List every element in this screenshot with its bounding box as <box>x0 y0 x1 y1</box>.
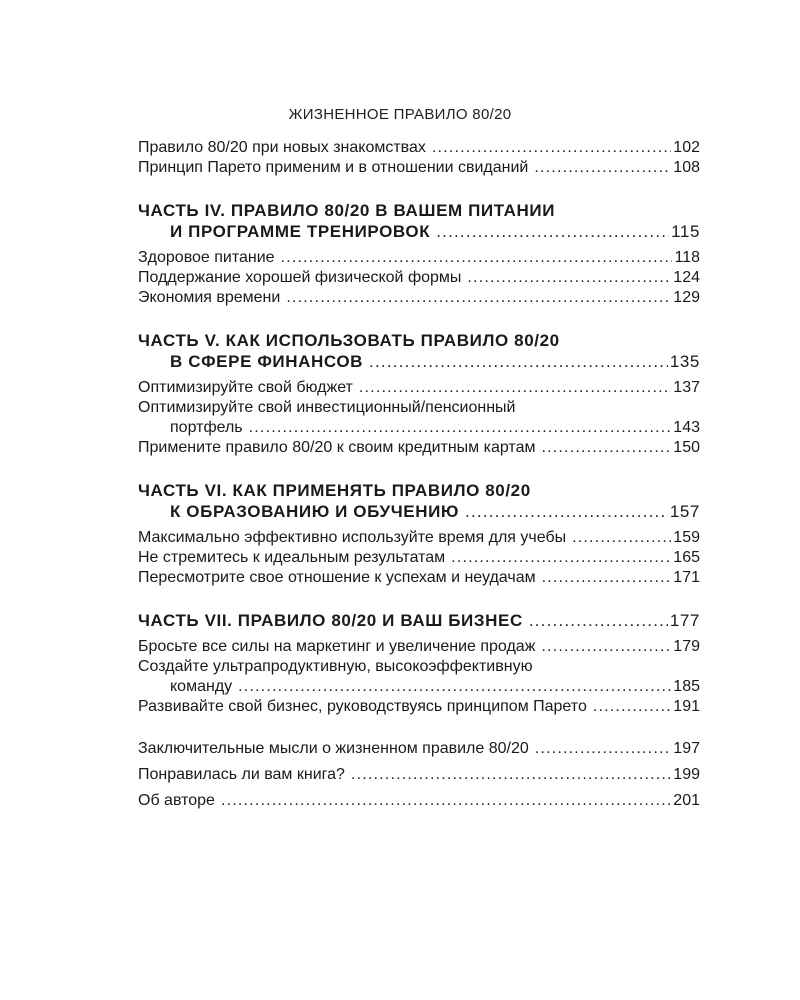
dot-leader <box>359 378 671 398</box>
toc-entry-page: 185 <box>673 678 700 695</box>
toc-entry-title: Примените правило 80/20 к своим кредитным картам <box>138 439 536 456</box>
toc-entry-page: 171 <box>673 569 700 586</box>
part-page: 135 <box>669 352 700 371</box>
part-7-section <box>138 610 700 717</box>
toc-entry-title: Принцип Парето применим и в отношении свиданий <box>138 159 529 176</box>
toc-entry-title: Заключительные мысли о жизненном правиле 80/20 <box>138 740 529 757</box>
toc-entry-line <box>138 398 700 418</box>
toc-entry-page: 108 <box>673 159 700 176</box>
toc-entry[interactable] <box>138 158 700 178</box>
part-heading-text: ЧАСТЬ VI. КАК ПРИМЕНЯТЬ ПРАВИЛО 80/20 <box>138 481 531 500</box>
dot-leader <box>286 288 671 308</box>
part-heading-line <box>138 200 700 221</box>
toc-entry-line <box>138 657 700 677</box>
toc-entry-line <box>138 418 700 438</box>
dot-leader <box>436 221 669 242</box>
toc-entry-title: Экономия времени <box>138 289 281 306</box>
toc-entry-title: Создайте ультрапродуктивную, высокоэффективную <box>138 658 533 675</box>
toc-entry-line <box>138 677 700 697</box>
toc-entry-title: команду <box>170 678 233 695</box>
toc-entry-title: Бросьте все силы на маркетинг и увеличение продаж <box>138 638 536 655</box>
toc-entry-page: 165 <box>673 549 700 566</box>
dot-leader <box>541 637 671 657</box>
toc-entry-page: 102 <box>673 139 700 156</box>
toc-entry-page: 150 <box>673 439 700 456</box>
toc-entry-title: Об авторе <box>138 792 215 809</box>
toc-entry-title: Не стремитесь к идеальным результатам <box>138 549 446 566</box>
part-heading-line <box>138 221 700 242</box>
toc-entry[interactable] <box>138 548 700 568</box>
toc-entry-title: Максимально эффективно используйте время для учебы <box>138 529 567 546</box>
toc-entry-title: Развивайте свой бизнес, руководствуясь принципом Парето <box>138 698 587 715</box>
dot-leader <box>593 697 671 717</box>
part-heading-line <box>138 330 700 351</box>
toc-entry[interactable] <box>138 791 700 811</box>
toc-entry-page: 118 <box>674 249 700 266</box>
part-heading-text: И ПРОГРАММЕ ТРЕНИРОВОК <box>170 222 431 241</box>
part-heading[interactable] <box>138 330 700 372</box>
toc-entry[interactable] <box>138 248 700 268</box>
part-heading-text: ЧАСТЬ IV. ПРАВИЛО 80/20 В ВАШЕМ ПИТАНИИ <box>138 201 556 220</box>
toc-entry-title: Оптимизируйте свой бюджет <box>138 379 353 396</box>
toc-entry-page: 124 <box>673 269 700 286</box>
toc-entry-page: 159 <box>673 529 700 546</box>
toc-entry-page: 199 <box>673 766 700 783</box>
dot-leader <box>534 158 671 178</box>
toc-entry[interactable] <box>138 288 700 308</box>
toc-entry[interactable] <box>138 138 700 158</box>
dot-leader <box>541 438 671 458</box>
toc-entry[interactable] <box>138 765 700 785</box>
part-page: 177 <box>669 611 700 630</box>
toc-entry[interactable] <box>138 739 700 759</box>
part-heading-line <box>138 501 700 522</box>
toc-entry[interactable] <box>138 268 700 288</box>
toc-entry-page: 143 <box>673 419 700 436</box>
part-5-section <box>138 330 700 458</box>
part-heading-text: ЧАСТЬ VII. ПРАВИЛО 80/20 И ВАШ БИЗНЕС <box>138 611 523 630</box>
toc-entry-page: 201 <box>673 792 700 809</box>
part-page: 157 <box>669 502 700 521</box>
toc-entry-title: Здоровое питание <box>138 249 275 266</box>
toc-entry-page: 137 <box>673 379 700 396</box>
dot-leader <box>572 528 671 548</box>
toc-entry[interactable] <box>138 657 700 697</box>
toc-entry[interactable] <box>138 528 700 548</box>
dot-leader <box>451 548 671 568</box>
dot-leader <box>238 677 671 697</box>
toc-entry-title: Пересмотрите свое отношение к успехам и неудачам <box>138 569 536 586</box>
part-heading-text: В СФЕРЕ ФИНАНСОВ <box>170 352 364 371</box>
toc-entry-title: Поддержание хорошей физической формы <box>138 269 462 286</box>
part-heading[interactable] <box>138 200 700 242</box>
dot-leader <box>249 418 672 438</box>
toc-entry[interactable] <box>138 438 700 458</box>
toc-entry-page: 179 <box>673 638 700 655</box>
toc-entry[interactable] <box>138 637 700 657</box>
toc-entry-page: 191 <box>673 698 700 715</box>
dot-leader <box>529 610 668 631</box>
toc-entry[interactable] <box>138 568 700 588</box>
toc-entry[interactable] <box>138 398 700 438</box>
part-heading-text: К ОБРАЗОВАНИЮ И ОБУЧЕНИЮ <box>170 502 460 521</box>
toc-entry[interactable] <box>138 697 700 717</box>
part-heading-text: ЧАСТЬ V. КАК ИСПОЛЬЗОВАТЬ ПРАВИЛО 80/20 <box>138 331 560 350</box>
part-heading-line <box>138 351 700 372</box>
part-6-section <box>138 480 700 588</box>
dot-leader <box>467 268 671 288</box>
table-of-contents <box>138 138 700 811</box>
closing-section <box>138 739 700 811</box>
part-heading-line <box>138 480 700 501</box>
dot-leader <box>465 501 668 522</box>
part-page: 115 <box>671 222 700 241</box>
dot-leader <box>221 791 671 811</box>
dot-leader <box>351 765 671 785</box>
part-4-section <box>138 200 700 308</box>
dot-leader <box>432 138 671 158</box>
toc-entry-title: портфель <box>170 419 243 436</box>
dot-leader <box>281 248 673 268</box>
part-heading-line <box>138 610 700 631</box>
toc-entry-title: Понравилась ли вам книга? <box>138 766 345 783</box>
toc-entry-title: Правило 80/20 при новых знакомствах <box>138 139 426 156</box>
running-head: ЖИЗНЕННОЕ ПРАВИЛО 80/20 <box>288 106 512 123</box>
dot-leader <box>369 351 668 372</box>
dot-leader <box>535 739 672 759</box>
toc-entry[interactable] <box>138 378 700 398</box>
toc-entry-title: Оптимизируйте свой инвестиционный/пенсионный <box>138 399 516 416</box>
dot-leader <box>542 568 672 588</box>
part-heading[interactable] <box>138 610 700 631</box>
part-heading[interactable] <box>138 480 700 522</box>
toc-entry-page: 129 <box>673 289 700 306</box>
toc-entry-page: 197 <box>673 740 700 757</box>
